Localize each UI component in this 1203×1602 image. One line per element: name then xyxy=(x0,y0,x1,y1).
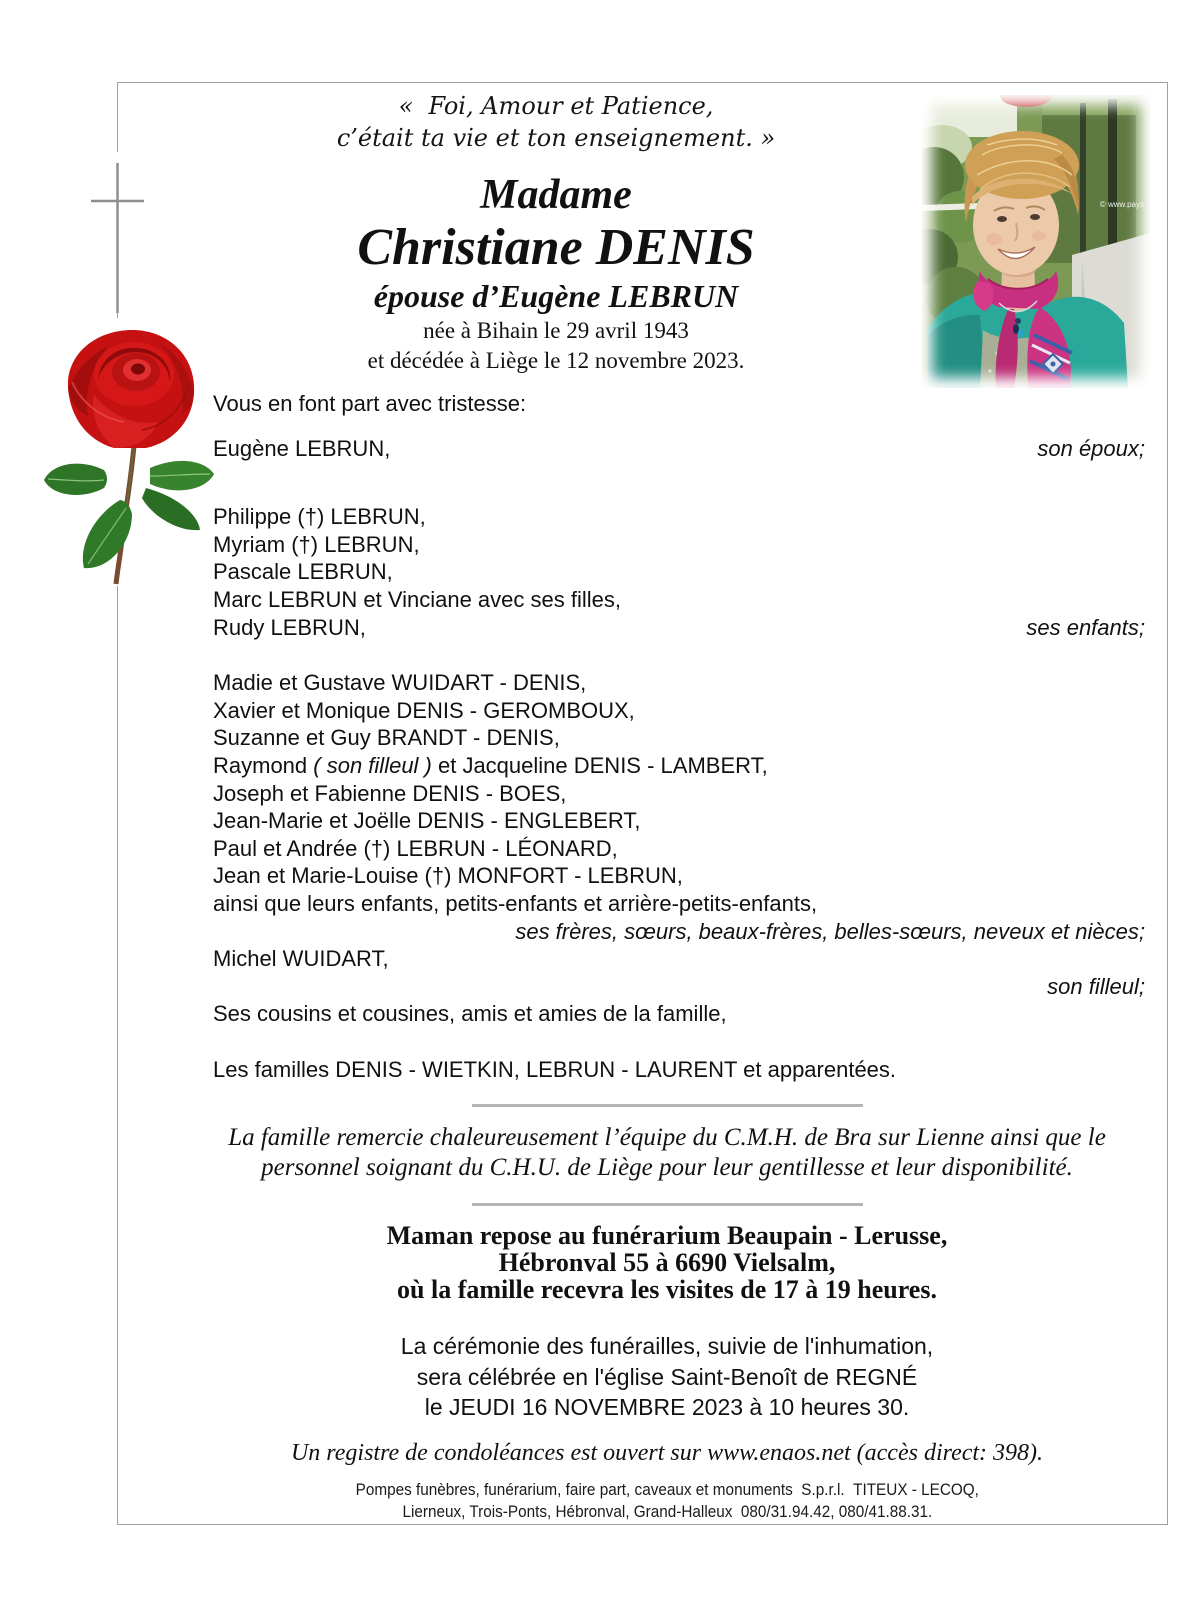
announcement-body xyxy=(213,390,1145,1083)
funeral-services-footer xyxy=(189,1479,1145,1523)
divider-bottom xyxy=(472,1203,863,1206)
sibling-row: Paul et Andrée (†) LEBRUN - LÉONARD, xyxy=(213,835,618,861)
ceremony-line-2: sera célébrée en l'église Saint-Benoît de REGNÉ xyxy=(416,1363,918,1390)
announcement-intro: Vous en font part avec tristesse: xyxy=(213,391,527,416)
deceased-title: Madame xyxy=(480,172,632,218)
deceased-spouse-line: épouse d’Eugène LEBRUN xyxy=(373,278,739,314)
husband-relation: son époux; xyxy=(1037,435,1145,461)
sibling-row-raymond xyxy=(213,752,1145,780)
divider-top xyxy=(472,1104,863,1107)
godson-name: Michel WUIDART, xyxy=(213,946,389,972)
quote-line-1: « Foi, Amour et Patience, xyxy=(398,92,714,120)
siblings-relation: ses frères, sœurs, beaux-frères, belles-sœurs, neveux et nièces; xyxy=(515,918,1145,944)
funeral-home-line-2: Hébronval 55 à 6690 Vielsalm, xyxy=(498,1248,836,1277)
ceremony-line-1: La cérémonie des funérailles, suivie de l'inhumation, xyxy=(400,1333,934,1359)
husband-name: Eugène LEBRUN, xyxy=(213,435,391,461)
raymond-filleul-note: ( son filleul ) xyxy=(313,752,432,778)
child-name: Rudy LEBRUN, xyxy=(213,614,366,640)
child-row-last xyxy=(213,614,1145,642)
quote-line-2: c’était ta vie et ton enseignement. » xyxy=(336,124,776,152)
godson-relation: son filleul; xyxy=(1047,973,1145,999)
funeral-home-block xyxy=(189,1222,1145,1303)
children-relation: ses enfants; xyxy=(1026,614,1145,640)
cousins-line: Ses cousins et cousines, amis et amies de la famille, xyxy=(213,1001,727,1027)
child-row: Philippe (†) LEBRUN, xyxy=(213,504,426,530)
condolence-register-line: Un registre de condoléances est ouvert sur www.enaos.net (accès direct: 398). xyxy=(290,1440,1044,1466)
raymond-pre: Raymond xyxy=(213,752,314,778)
husband-row xyxy=(213,435,1145,463)
ceremony-block xyxy=(189,1331,1145,1423)
sibling-row: Madie et Gustave WUIDART - DENIS, xyxy=(213,670,587,696)
deceased-name: Christiane DENIS xyxy=(357,219,755,276)
death-line: et décédée à Liège le 12 novembre 2023. xyxy=(367,348,745,373)
siblings-extra: ainsi que leurs enfants, petits-enfants et arrière-petits-enfants, xyxy=(213,890,818,916)
funeral-home-line-3: où la famille recevra les visites de 17 à 19 heures. xyxy=(397,1275,937,1304)
thanks-line-2: personnel soignant du C.H.U. de Liège pour leur gentillesse et leur disponibilité. xyxy=(261,1154,1073,1181)
thanks-paragraph xyxy=(189,1123,1145,1183)
sibling-row: Xavier et Monique DENIS - GEROMBOUX, xyxy=(213,697,635,723)
families-line: Les familles DENIS - WIETKIN, LEBRUN - LAURENT et apparentées. xyxy=(213,1056,897,1082)
sibling-row: Suzanne et Guy BRANDT - DENIS, xyxy=(213,725,560,751)
raymond-post: et Jacqueline DENIS - LAMBERT, xyxy=(431,752,768,778)
birth-line: née à Bihain le 29 avril 1943 xyxy=(423,318,689,343)
header xyxy=(117,90,995,376)
sibling-row: Jean et Marie-Louise (†) MONFORT - LEBRUN, xyxy=(213,863,683,889)
child-row: Pascale LEBRUN, xyxy=(213,559,393,585)
footer-line-1: Pompes funèbres, funérarium, faire part, caveaux et monuments S.p.r.l. TITEUX - LECOQ, xyxy=(355,1480,979,1499)
thanks-line-1: La famille remercie chaleureusement l’équipe du C.M.H. de Bra sur Lienne ainsi que le xyxy=(228,1124,1106,1151)
sibling-row: Joseph et Fabienne DENIS - BOES, xyxy=(213,780,567,806)
child-row: Myriam (†) LEBRUN, xyxy=(213,531,420,557)
footer-line-2: Lierneux, Trois-Ponts, Hébronval, Grand-Halleux 080/31.94.42, 080/41.88.31. xyxy=(402,1502,932,1521)
sibling-row: Jean-Marie et Joëlle DENIS - ENGLEBERT, xyxy=(213,808,641,834)
photo-watermark: © www.pays xyxy=(1099,200,1144,209)
ceremony-line-3: le JEUDI 16 NOVEMBRE 2023 à 10 heures 30. xyxy=(424,1394,910,1420)
funeral-home-line-1: Maman repose au funérarium Beaupain - Lerusse, xyxy=(386,1221,948,1250)
child-row: Marc LEBRUN et Vinciane avec ses filles, xyxy=(213,586,621,612)
